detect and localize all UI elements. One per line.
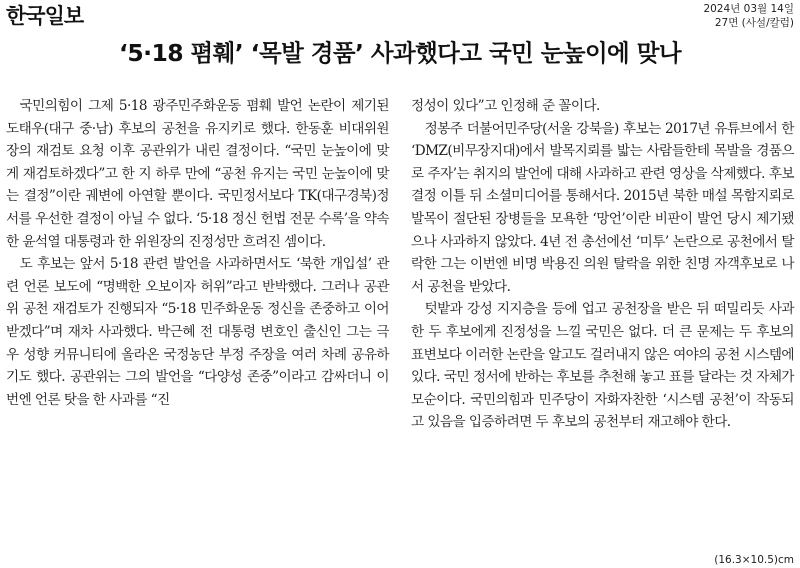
paragraph-continuation: 정성이 있다”고 인정해 준 꼴이다. [411,98,600,114]
paragraph: 국민의힘이 그제 5·18 광주민주화운동 폄훼 발언 논란이 제기된 도태우(대구 중·남) 후보의 공천을 유지키로 했다. 한동훈 비대위원장의 재검토 요청 이후 공관위가 내린 결정이다. “국민 눈높이에 맞게 재검토하겠다”고 한 지 하루 만에 “공천 유지는 국민 눈높이에 맞는 결정”이란 궤변에 아연할 뿐이다. 국민정서보다 TK(대구경북)정서를 우선한 결정이 아닐 수 없다. ‘5·18 정신 헌법 전문 수록’을 약속한 윤석열 대통령과 한 위원장의 진정성만 흐려진 셈이다. [6,98,389,250]
issue-meta [703,2,794,30]
article-headline: ‘5·18 폄훼’ ‘목발 경품’ 사과했다고 국민 눈높이에 맞나 [119,39,681,67]
page-section: 27면 (사설/칼럼) [714,17,794,29]
paragraph: 정봉주 더불어민주당(서울 강북을) 후보는 2017년 유튜브에서 한 ‘DMZ(비무장지대)에서 발목지뢰를 밟는 사람들한테 목발을 경품으로 주자’는 취지의 발언에 대해 사과하고 관련 영상을 삭제했다. 후보 결정 이틀 뒤 소셜미디어를 통해서다. 2015년 북한 매설 목함지뢰로 발목이 절단된 장병들을 모욕한 ‘망언’이란 비판이 발언 당시 제기됐으나 사과하지 않았다. 4년 전 총선에선 ‘미투’ 논란으로 공천에서 탈락한 그는 이번엔 비명 박용진 의원 탈락을 위한 친명 자객후보로 나서 공천을 받았다. [411,120,794,295]
paragraph: 텃밭과 강성 지지층을 등에 업고 공천장을 받은 뒤 떠밀리듯 사과한 두 후보에게 진정성을 느낄 국민은 없다. 더 큰 문제는 두 후보의 표변보다 이러한 논란을 알고도 걸러내지 않은 여야의 공천 시스템에 있다. 국민 정서에 반하는 후보를 추천해 놓고 표를 달라는 것 자체가 모순이다. 국민의힘과 민주당이 자화자찬한 ‘시스템 공천’이 작동되고 있음을 입증하려면 두 후보의 공천부터 재고해야 한다. [411,301,794,431]
newspaper-logo: 한국일보 [6,4,84,28]
article-column-left [6,95,389,411]
article-column-right [411,95,794,434]
issue-date: 2024년 03월 14일 [703,3,794,15]
article-size-note: (16.3×10.5)cm [714,554,794,566]
paragraph: 도 후보는 앞서 5·18 관련 발언을 사과하면서도 ‘북한 개입설’ 관련 언론 보도에 “명백한 오보이자 허위”라고 반박했다. 그러나 공관위 공천 재검토가 진행되자 “5·18 민주화운동 정신을 존중하고 이어받겠다”며 재차 사과했다. 박근혜 전 대통령 변호인 출신인 그는 극우 성향 커뮤니티에 올라온 국정농단 부정 주장을 여러 차례 공유하기도 했다. 공관위는 그의 발언을 “다양성 존중”이라고 감싸더니 이번엔 언론 탓을 한 사과를 “진 [6,256,389,408]
